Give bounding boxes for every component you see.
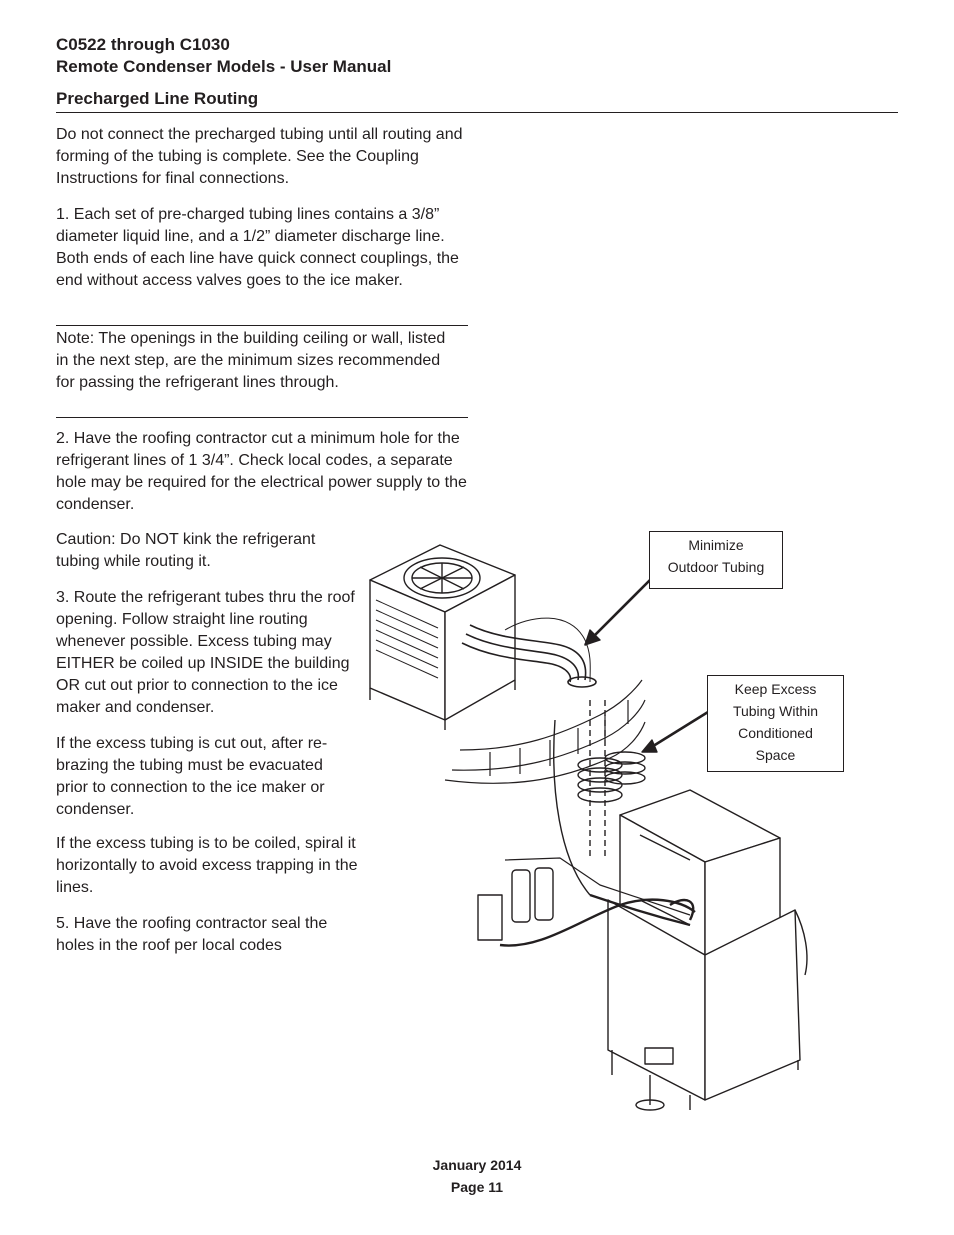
callout-keep-excess-tubing	[707, 675, 844, 772]
callout-minimize-outdoor-tubing	[649, 531, 783, 589]
callout-line: Space	[755, 747, 796, 763]
callout-line: Conditioned	[738, 725, 813, 741]
callout-line: Keep Excess	[734, 681, 817, 697]
header-divider	[56, 112, 898, 113]
footer-page-number: Page 11	[450, 1179, 504, 1195]
callout-line: Outdoor Tubing	[667, 559, 765, 575]
callout-line: Minimize	[688, 537, 744, 553]
line-routing-illustration	[360, 520, 820, 1120]
model-range-title: C0522 through C1030	[56, 35, 230, 54]
footer-date: January 2014	[432, 1157, 522, 1173]
callout-line: Tubing Within	[732, 703, 819, 719]
note-paragraph: Note: The openings in the building ceiling or wall, listed in the next step, are the minimum sizes recommended for passing the refrigerant lines through.	[56, 330, 446, 391]
intro-paragraph: Do not connect the precharged tubing until all routing and forming of the tubing is complete. See the Coupling Instructions for final connections.	[56, 126, 463, 187]
note-box	[56, 325, 468, 418]
callout-arrows	[585, 580, 708, 748]
manual-title: Remote Condenser Models - User Manual	[56, 57, 392, 76]
coil-note-paragraph: If the excess tubing is to be coiled, spiral it horizontally to avoid excess trapping in the lines.	[56, 835, 358, 896]
caution-paragraph: Caution: Do NOT kink the refrigerant tubing while routing it.	[56, 531, 316, 570]
cut-note-paragraph: If the excess tubing is cut out, after re-brazing the tubing must be evacuated prior to connection to the ice maker or condenser.	[56, 735, 328, 818]
step5-paragraph: 5. Have the roofing contractor seal the holes in the roof per local codes	[56, 915, 328, 954]
section-title: Precharged Line Routing	[56, 89, 259, 108]
remote-condenser	[370, 545, 515, 730]
step1-paragraph: 1. Each set of pre-charged tubing lines contains a 3/8” diameter liquid line, and a 1/2” diameter discharge line. Both ends of each line have quick connect couplings, the end without access valves goes to the ice maker.	[56, 206, 459, 289]
step3-paragraph: 3. Route the refrigerant tubes thru the roof opening. Follow straight line routing whenever possible. Excess tubing may EITHER be coiled up INSIDE the building OR cut out prior to connection to the ice maker and condenser.	[56, 589, 355, 716]
step2-paragraph: 2. Have the roofing contractor cut a minimum hole for the refrigerant lines of 1 3/4”. Check local codes, a separate hole may be required for the electrical power supply to the condenser.	[56, 430, 467, 513]
